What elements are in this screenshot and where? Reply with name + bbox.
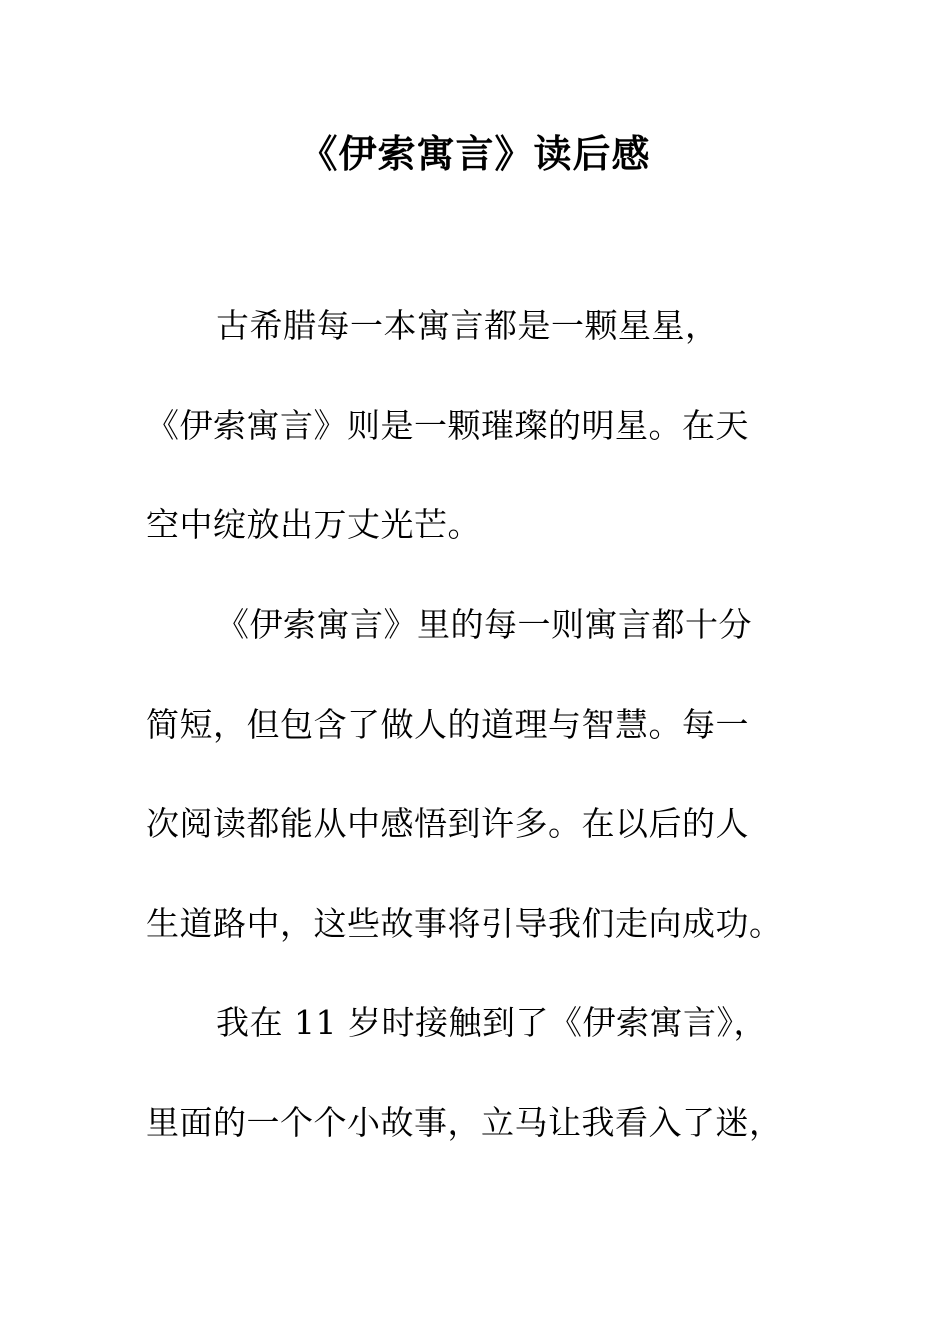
paragraph-2-line-4: 生道路中，这些故事将引导我们走向成功。 (146, 904, 783, 943)
paragraph-2-line-2: 简短，但包含了做人的道理与智慧。每一 (146, 705, 749, 744)
paragraph-2-line-3: 次阅读都能从中感悟到许多。在以后的人 (146, 804, 749, 843)
paragraph-1-line-1: 古希腊每一本寓言都是一颗星星， (216, 306, 719, 345)
paragraph-3-line-1: 我在 11 岁时接触到了《伊索寓言》， (216, 1003, 767, 1042)
paragraph-1-line-3: 空中绽放出万丈光芒。 (146, 505, 481, 544)
paragraph-3-line-2: 里面的一个个小故事，立马让我看入了迷， (146, 1103, 783, 1142)
paragraph-2-line-1: 《伊索寓言》里的每一则寓言都十分 (216, 605, 752, 644)
paragraph-1-line-2: 《伊索寓言》则是一颗璀璨的明星。在天 (146, 406, 749, 445)
document-title: 《伊索寓言》读后感 (299, 131, 651, 176)
